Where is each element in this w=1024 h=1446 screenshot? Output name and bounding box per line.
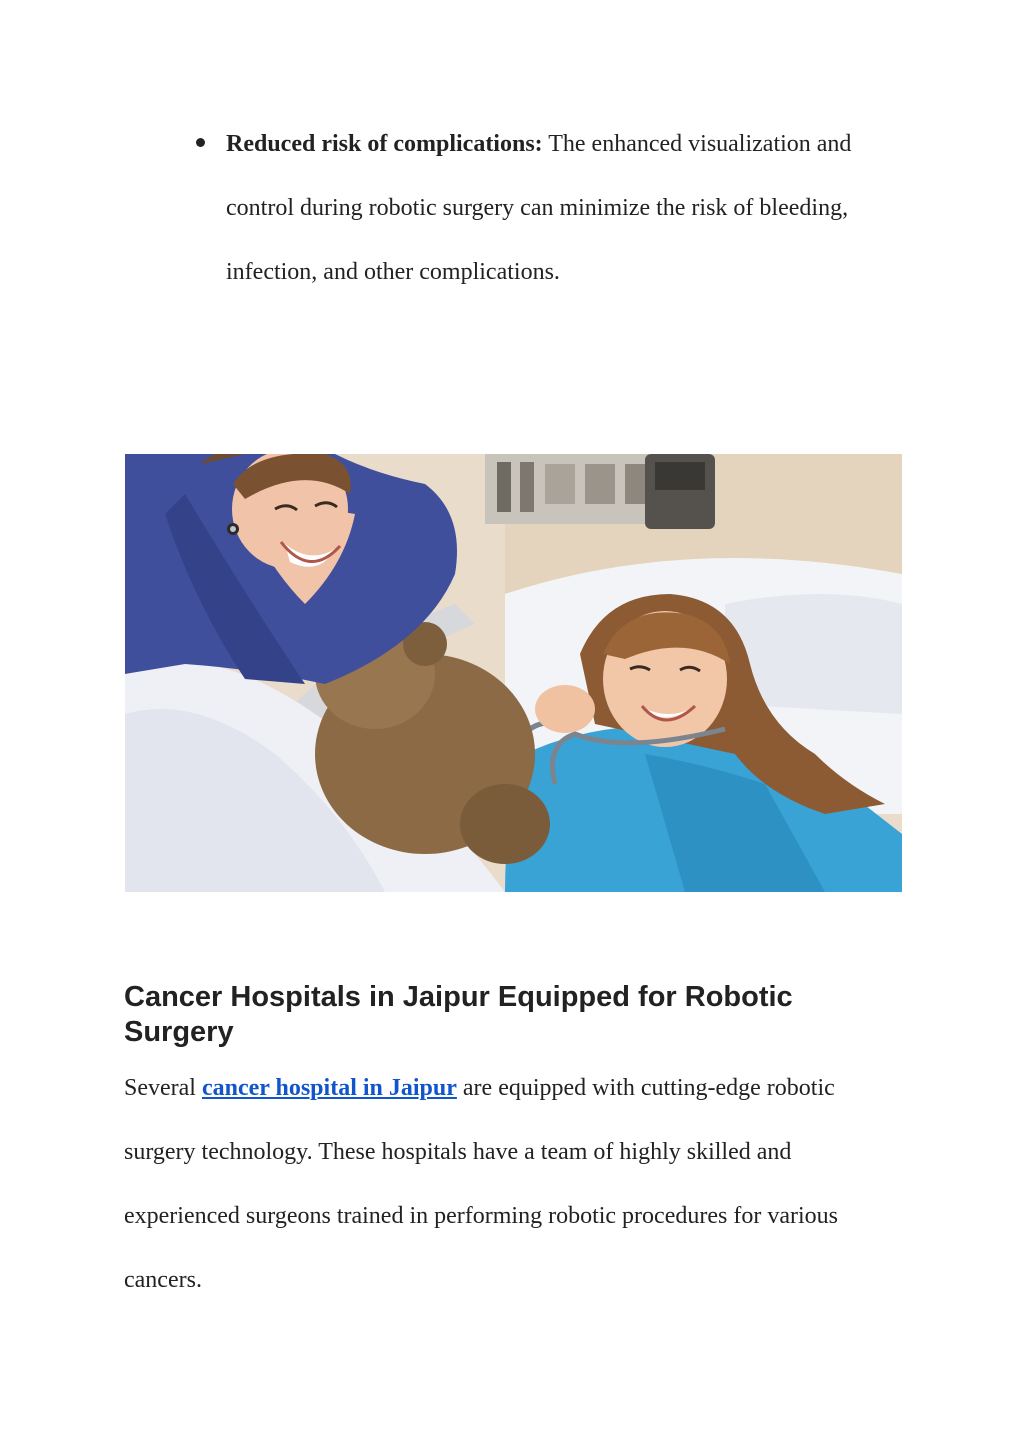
bullet-marker bbox=[196, 138, 205, 147]
cancer-hospital-link[interactable]: cancer hospital in Jaipur bbox=[201, 1075, 457, 1101]
section-paragraph bbox=[124, 1056, 884, 1312]
section-heading: Cancer Hospitals in Jaipur Equipped for Robotic Surgery bbox=[124, 981, 793, 1048]
bullet-text bbox=[226, 112, 866, 304]
bullet-label: Reduced risk of complications: bbox=[226, 131, 543, 157]
paragraph-lead: Several bbox=[124, 1075, 202, 1101]
hospital-photo-illustration bbox=[125, 454, 902, 892]
bullet-body: The enhanced visualization and control during robotic surgery can minimize the risk of bleeding, infection, and other complications. bbox=[226, 131, 852, 285]
hospital-photo bbox=[125, 454, 902, 892]
paragraph-rest: are equipped with cutting-edge robotic surgery technology. These hospitals have a team of highly skilled and experienced surgeons trained in performing robotic procedures for various cancers. bbox=[124, 1075, 838, 1293]
